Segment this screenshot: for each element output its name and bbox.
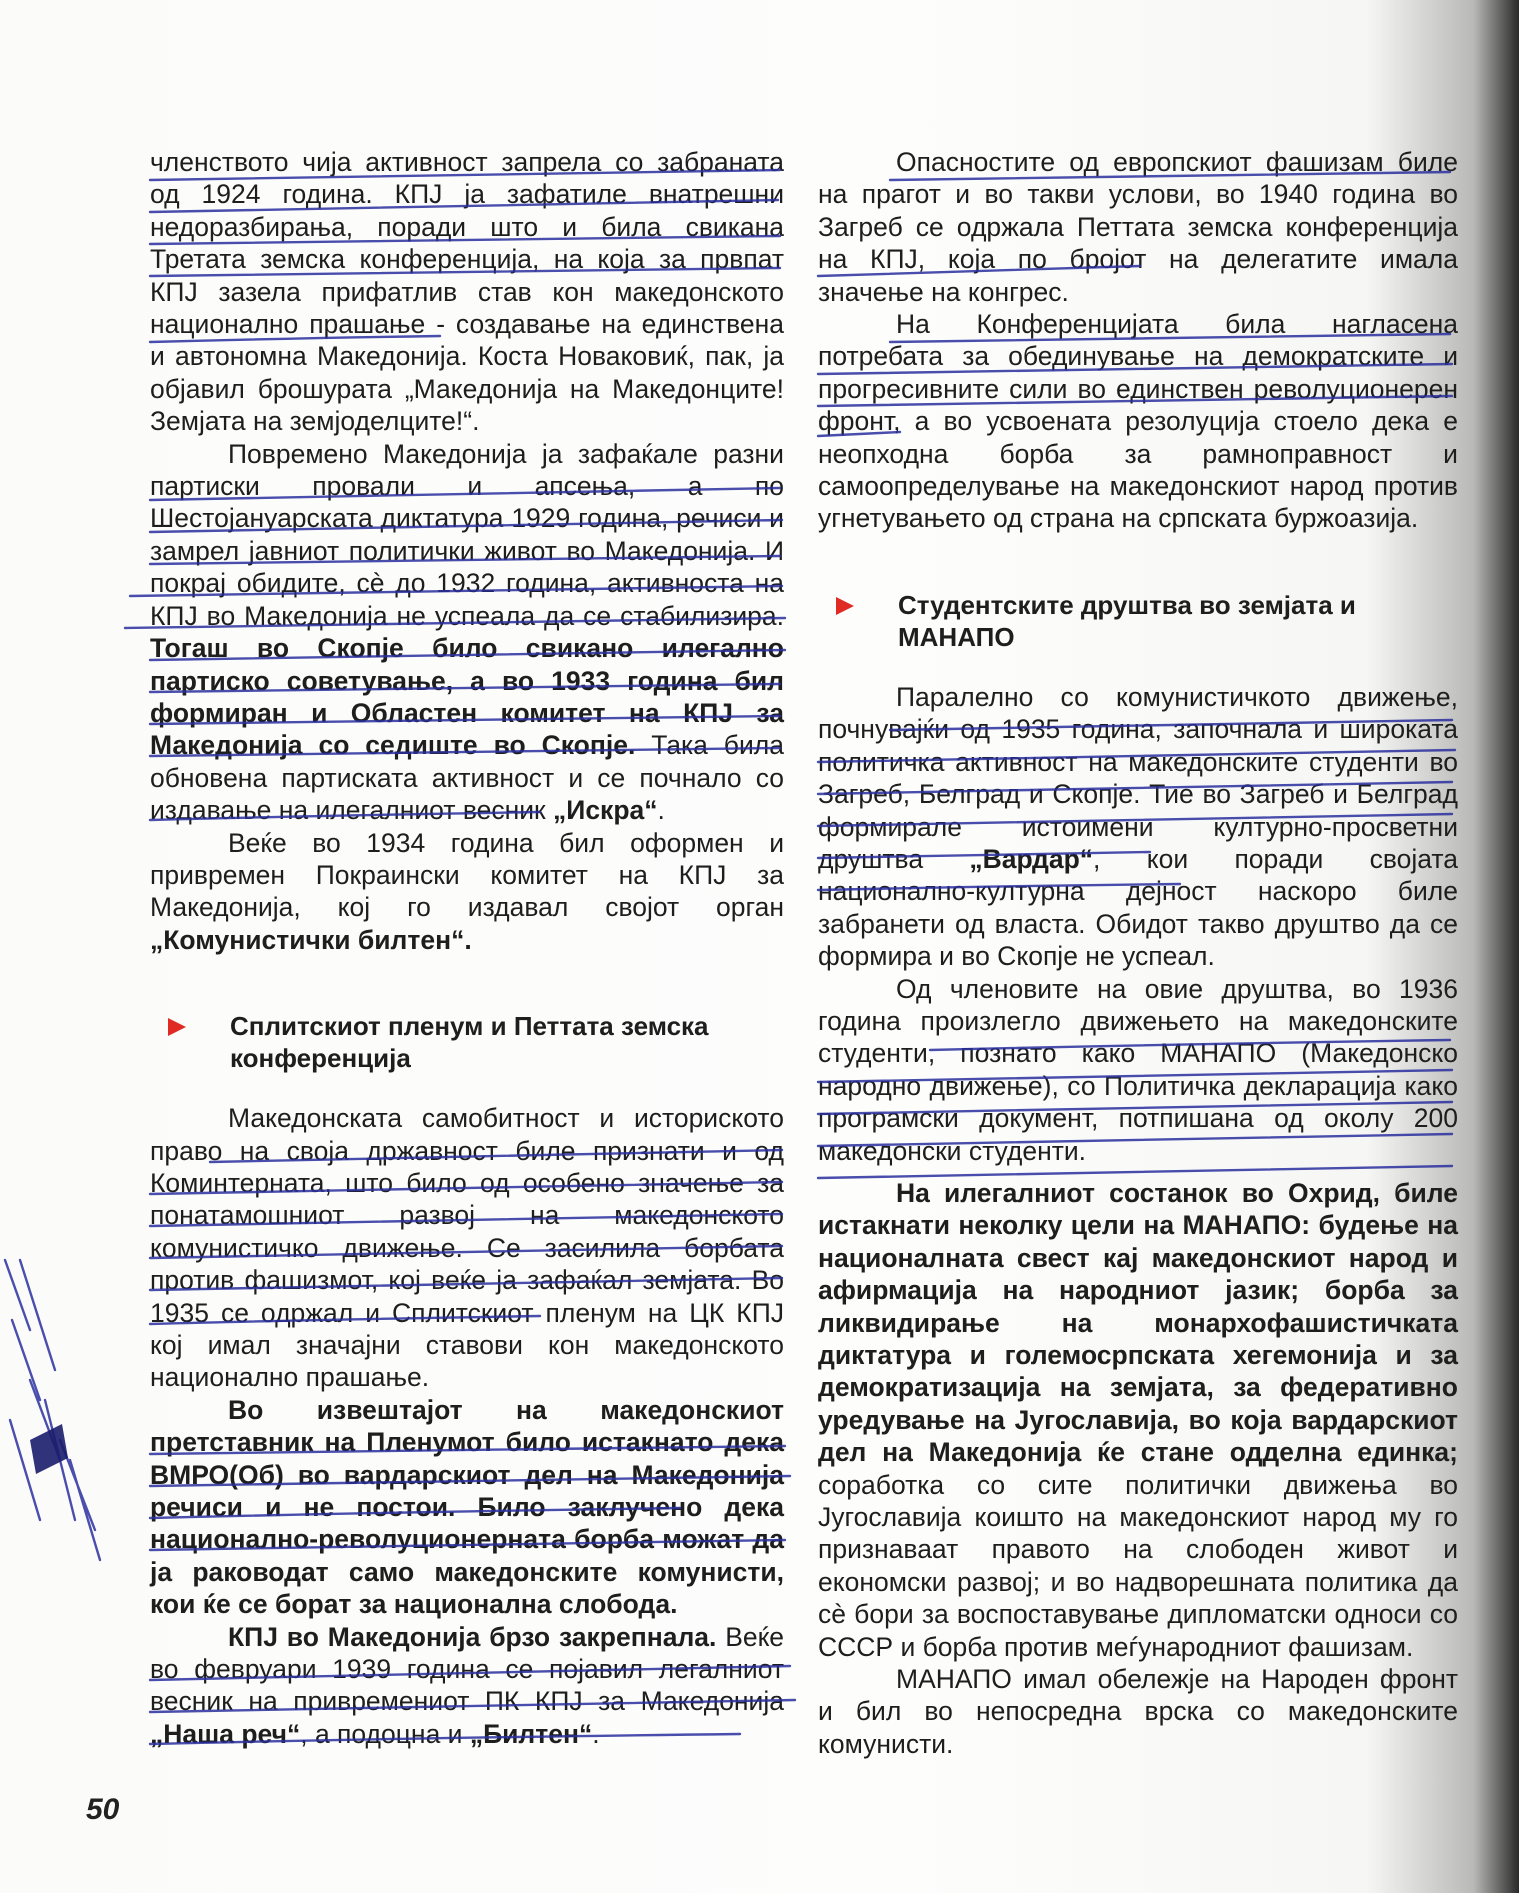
red-arrow-icon — [836, 597, 854, 615]
left-column — [150, 146, 784, 1750]
left-paragraph-4: Македонската самобитност и историското право на своја државност биле признати и од Коминтерната, што било од особено значење за понатамошниот развој на македонското комунистичко движење. Се засилила борбата против фашизмот, кој веќе ја зафаќал земјата. Во 1935 се одржал и Сплитскиот пленум на ЦК КПЈ кој имал значајни ставови кон македонското национално прашање. — [150, 1103, 784, 1393]
right-paragraph-6: МАНАПО имал обележје на Народен фронт и бил во непосредна врска со македонските комунисти. — [818, 1664, 1458, 1759]
left-p2-tail: Така била обновена партиската активност и се почнало со издавање на илегалниот весник — [150, 730, 784, 826]
left-p2-end: . — [657, 795, 665, 826]
margin-scribble — [5, 1260, 100, 1560]
left-p6-bold: КПЈ во Македонија брзо закрепнала. — [228, 1621, 717, 1652]
margin-scribble-block — [30, 1424, 68, 1474]
left-p3-bold: „Комунистички билтен“. — [150, 924, 472, 955]
left-p2-text: Повремено Македонија ја зафаќале разни партиски провали и апсења, а по Шестојануарската диктатура 1929 година, речиси и замрел јавниот политички живот во Македонија. И покрај обидите, сè до 1932 година, активноста на КПЈ во Македонија не успеала да се стабилизира. — [150, 438, 784, 631]
left-paragraph-1: членството чија активност запрела со забраната од 1924 година. КПЈ ја зафатиле внатрешни недоразбирања, поради што и била свикана Третата земска конференција, на која за првпат КПЈ зазела прифатлив став кон македонското национално прашање - создавање на единствена и автономна Македонија. Коста Новаковиќ, пак, ја објавил брошурата „Македонија на Македонците! Земјата на земјоделците!“. — [150, 147, 784, 437]
left-p3-text: Веќе во 1934 година бил оформен и привремен Покраински комитет на КПЈ за Македонија, кој го издавал својот орган — [150, 827, 784, 923]
left-p6-mid: , а подоцна и — [300, 1718, 463, 1749]
page-number: 50 — [86, 1793, 120, 1826]
right-p3-tail: , кои поради својата национално-културна дејност наскоро биле забранети од власта. Обидот такво друштво да се формира и во Скопје не успеал. — [818, 843, 1458, 972]
left-paragraph-3 — [150, 827, 784, 957]
left-p2-bold: Тогаш во Скопје било свикано илегално партиско советување, а во 1933 година бил формиран и Областен комитет на КПЈ за Македонија со седиште во Скопје. — [150, 633, 784, 761]
right-paragraph-1: Опасностите од европскиот фашизам биле на прагот и во такви услови, во 1940 година во Загреб се одржала Петтата земска конференција на КПЈ, која по бројот на делегатите имала значење на конгрес. — [818, 147, 1458, 307]
right-paragraph-2: На Конференцијата била нагласена потребата за обединување на демократските и прогресивните сили во единствен револуционерен фронт, а во усвоената резолуција стоело дека е неопходна борба за рамноправност и самоопределување на македонскиот народ против угнетувањето од страна на српската буржоазија. — [818, 309, 1458, 534]
right-p5-text: соработка со сите политички движења во Југославија коишто на македонскиот народ му го признаваат правото на слободен живот и економски развој; и во надворешната политика да сè бори за воспоставување дипломатски односи со СССР и борба против меѓународниот фашизам. — [818, 1469, 1458, 1662]
right-p3-text: Паралелно со комунистичкото движење, почнувајќи од 1935 година, започнала и широката политичка активност на македонските студенти во Загреб, Белград и Скопје. Тие во Загреб и Белград формирале истоимени културно-просветни друштва — [818, 681, 1458, 874]
left-p6-end: . — [592, 1718, 600, 1749]
spacer — [150, 956, 784, 1010]
heading-text: Сплитскиот пленум и Петтата земска конференција — [230, 1011, 709, 1074]
left-p6-newspaper-1: „Наша реч“ — [150, 1718, 301, 1749]
left-p6-text: Веќе во февруари 1939 година се појавил легалниот весник на привремениот ПК КПЈ за Македонија — [150, 1621, 784, 1717]
right-paragraph-5 — [818, 1177, 1458, 1663]
left-p6-newspaper-2: „Билтен“ — [469, 1718, 593, 1749]
left-paragraph-5: Во извештајот на македонскиот претставник на Пленумот било истакнато дека ВМРО(Об) во вардарскиот дел на Македонија речиси и не постои. Било заклучено дека национално-револуционерната борба можат да ја раководат само македонските комунисти, кои ќе се борат за национална слобода. — [150, 1394, 784, 1620]
right-paragraph-3 — [818, 681, 1458, 973]
right-p3-society: „Вардар“ — [969, 843, 1094, 874]
left-paragraph-6 — [150, 1621, 784, 1751]
heading-text: Студентските друштва во земјата и МАНАПО — [898, 589, 1356, 652]
spacer — [818, 653, 1458, 681]
spacer — [150, 1074, 784, 1102]
spacer — [818, 535, 1458, 589]
section-heading-students — [818, 589, 1458, 653]
right-column — [818, 146, 1458, 1760]
red-arrow-icon — [168, 1018, 186, 1036]
section-heading-split-plenum — [150, 1010, 784, 1074]
left-paragraph-2 — [150, 438, 784, 827]
right-paragraph-4: Од членовите на овие друштва, во 1936 година произлегло движењето на македонските студенти, познато како МАНАПО (Македонско народно движење), со Политичка декларација како програмски документ, потпишана од околу 200 македонски студенти. — [818, 973, 1458, 1166]
spacer — [818, 1167, 1458, 1177]
right-p5-bold: На илегалниот состанок во Охрид, биле истакнати неколку цели на МАНАПО: будење на националната свест кај македонскиот народ и афирмација на народниот јазик; борба за ликвидирање на монархофашистичката диктатура и големосрпската хегемонија и за демократизација на земјата, за федеративно уредување на Југославија, во која вардарскиот дел на Македонија ќе стане одделна единка; — [818, 1177, 1458, 1468]
left-p2-newspaper: „Искра“ — [553, 795, 658, 826]
